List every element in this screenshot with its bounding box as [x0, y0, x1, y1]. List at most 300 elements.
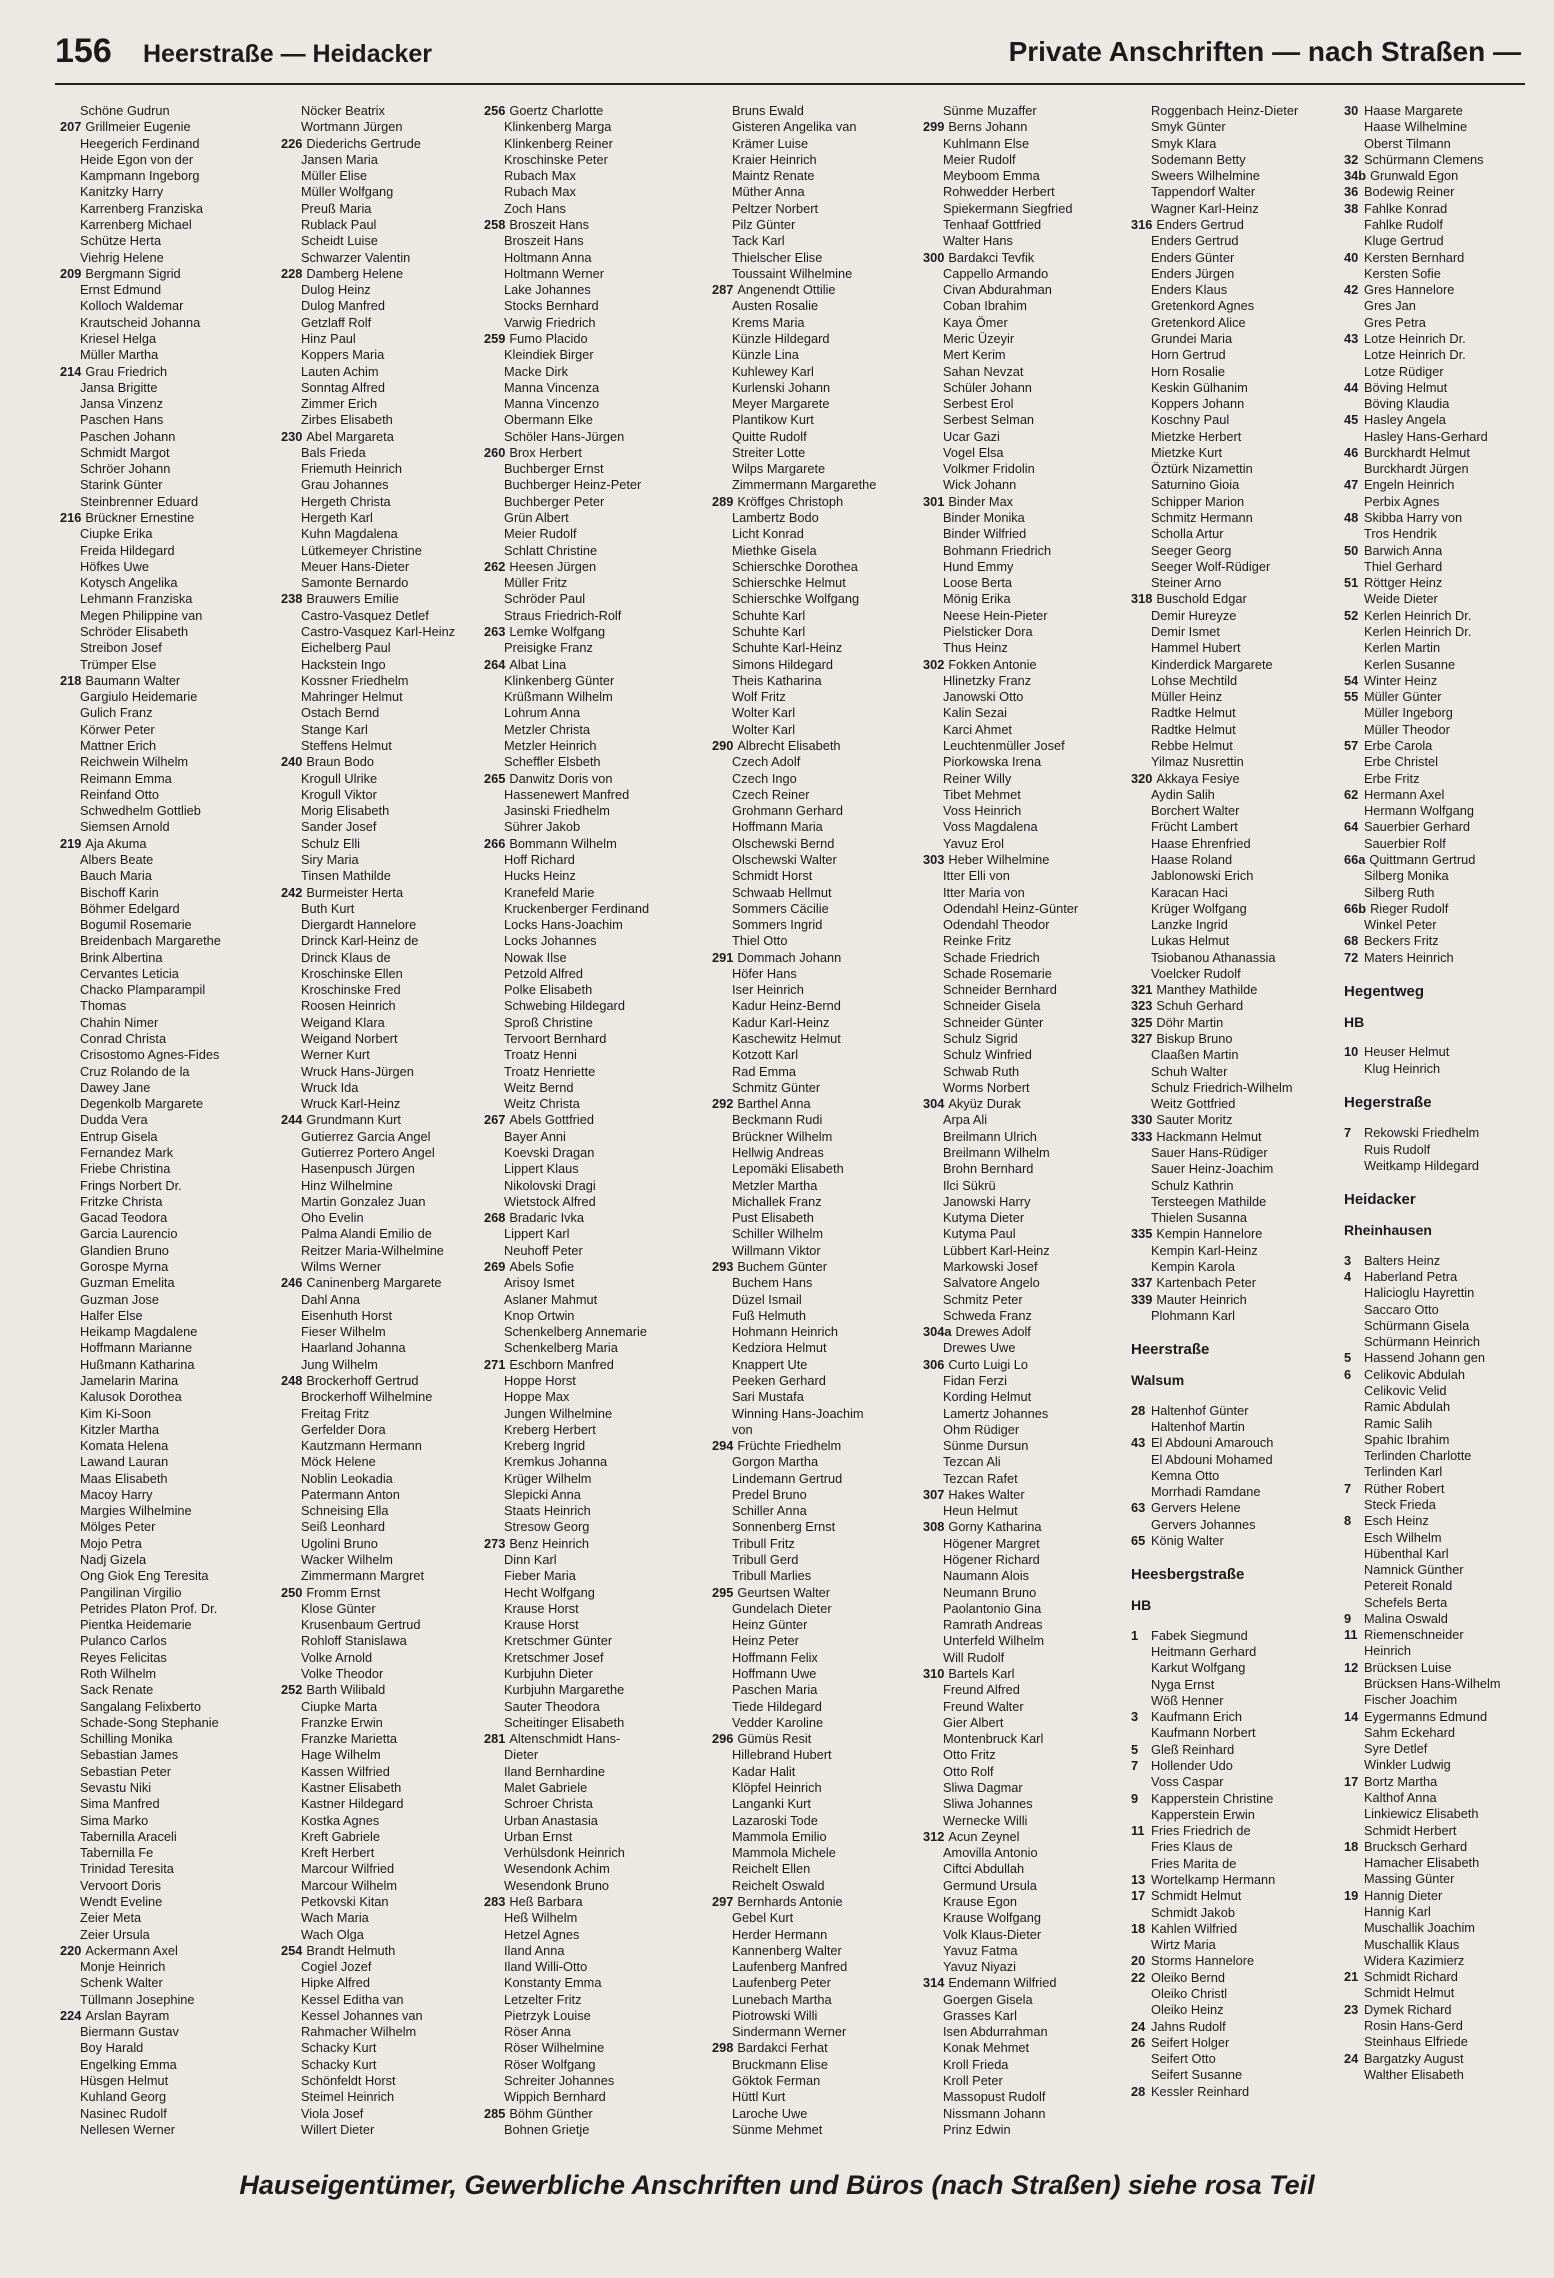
address-entry	[1131, 1839, 1331, 1855]
resident-name: Oleiko Christl	[1151, 1985, 1228, 2001]
resident-name: Bernhards Antonie	[737, 1893, 843, 1909]
address-entry	[1344, 152, 1544, 168]
address-entry	[1344, 1757, 1544, 1773]
address-entry	[281, 738, 481, 754]
resident-name: Ramic Abdulah	[1364, 1399, 1451, 1415]
house-number: 66a	[1344, 851, 1366, 867]
address-entry	[484, 1015, 684, 1031]
address-entry	[484, 836, 684, 852]
resident-name: Eichelberg Paul	[301, 640, 391, 656]
address-entry	[281, 657, 481, 673]
resident-name: Varwig Friedrich	[504, 314, 596, 330]
resident-name: Schulz Sigrid	[943, 1031, 1018, 1047]
address-entry	[1344, 347, 1544, 363]
resident-name: Aja Akuma	[85, 835, 147, 851]
address-entry	[1131, 1628, 1331, 1644]
address-entry	[281, 917, 481, 933]
house-number: 265	[484, 770, 506, 786]
resident-name: Degenkolb Margarete	[80, 1096, 204, 1112]
address-entry	[1344, 494, 1544, 510]
resident-name: Roggenbach Heinz-Dieter	[1151, 103, 1299, 118]
address-entry	[484, 1975, 684, 1991]
house-number: 268	[484, 1210, 506, 1226]
resident-name: Fidan Ferzi	[943, 1372, 1008, 1388]
address-entry	[484, 1422, 684, 1438]
resident-name: Tibet Mehmet	[943, 786, 1021, 802]
address-entry	[1344, 1399, 1544, 1415]
resident-name: Hoffmann Uwe	[732, 1666, 817, 1681]
address-entry	[60, 1861, 260, 1877]
house-number: 3	[1344, 1252, 1352, 1268]
address-entry	[1131, 966, 1331, 982]
resident-name: Gisteren Angelika van	[732, 119, 857, 135]
address-entry	[1344, 1158, 1544, 1174]
address-entry	[281, 510, 481, 526]
resident-name: Kording Helmut	[943, 1389, 1032, 1405]
resident-name: Gorny Katharina	[948, 1519, 1042, 1535]
resident-name: Rubach Max	[504, 168, 576, 184]
resident-name: Brohn Bernhard	[943, 1161, 1034, 1177]
resident-name: Zirbes Elisabeth	[301, 412, 393, 428]
resident-name: Grundei Maria	[1151, 330, 1233, 346]
resident-name: Yavuz Erol	[943, 835, 1004, 851]
resident-name: Michallek Franz	[732, 1193, 822, 1209]
resident-name: Guzman Jose	[80, 1291, 159, 1307]
resident-name: Arisoy Ismet	[504, 1275, 575, 1291]
address-entry	[484, 1112, 684, 1128]
resident-name: Mojo Petra	[80, 1535, 142, 1551]
resident-name: Wendt Eveline	[80, 1893, 163, 1909]
address-entry	[60, 1975, 260, 1991]
resident-name: Demir Hureyze	[1151, 607, 1237, 623]
resident-name: Hassenewert Manfred	[504, 786, 630, 802]
address-entry	[1344, 1920, 1544, 1936]
house-number: 9	[1344, 1610, 1352, 1626]
address-entry	[1131, 1791, 1331, 1807]
address-entry	[712, 412, 912, 428]
address-entry	[1344, 250, 1544, 266]
house-number: 240	[281, 754, 303, 770]
address-entry	[281, 526, 481, 542]
resident-name: Tack Karl	[732, 233, 785, 249]
address-entry	[712, 738, 912, 754]
address-entry	[60, 689, 260, 705]
resident-name: Frücht Lambert	[1151, 819, 1238, 835]
address-entry	[1344, 1546, 1544, 1562]
address-entry	[1131, 1807, 1331, 1823]
address-entry	[1131, 1112, 1331, 1128]
resident-name: Schütze Herta	[80, 233, 162, 249]
address-entry	[484, 1129, 684, 1145]
resident-name: Kutyma Dieter	[943, 1210, 1025, 1226]
resident-name: Oleiko Heinz	[1151, 2002, 1224, 2018]
resident-name: Berns Johann	[948, 119, 1028, 135]
resident-name: Ong Giok Eng Teresita	[80, 1568, 209, 1584]
resident-name: Castro-Vasquez Karl-Heinz	[301, 624, 456, 639]
resident-name: Mert Kerim	[943, 347, 1006, 363]
resident-name: Miethke Gisela	[732, 542, 817, 558]
resident-name: Steck Frieda	[1364, 1496, 1436, 1512]
address-entry	[923, 738, 1123, 754]
address-entry	[923, 136, 1123, 152]
resident-name: Göktok Ferman	[732, 2073, 821, 2089]
resident-name: Sommers Ingrid	[732, 917, 823, 933]
address-entry	[712, 1699, 912, 1715]
house-number: 273	[484, 1535, 506, 1551]
address-entry	[1131, 1758, 1331, 1774]
address-entry	[1344, 803, 1544, 819]
address-entry	[281, 1340, 481, 1356]
resident-name: Demir Ismet	[1151, 624, 1220, 639]
resident-name: Binder Max	[948, 493, 1014, 509]
resident-name: Malet Gabriele	[504, 1779, 588, 1795]
address-entry	[923, 640, 1123, 656]
address-entry	[712, 1585, 912, 1601]
resident-name: Knappert Ute	[732, 1356, 808, 1372]
resident-name: Barwich Anna	[1364, 542, 1443, 558]
resident-name: Salvatore Angelo	[943, 1275, 1040, 1291]
address-entry	[712, 1780, 912, 1796]
resident-name: Werner Kurt	[301, 1047, 370, 1063]
address-entry	[1131, 1452, 1331, 1468]
resident-name: Ackermann Axel	[85, 1942, 178, 1958]
house-number: 327	[1131, 1031, 1153, 1047]
address-entry	[281, 868, 481, 884]
resident-name: Kolloch Waldemar	[80, 298, 184, 314]
address-entry	[281, 2122, 481, 2138]
address-entry	[923, 1210, 1123, 1226]
address-entry	[60, 2008, 260, 2024]
address-entry	[923, 1275, 1123, 1291]
house-number: 218	[60, 672, 82, 688]
address-entry	[1344, 1741, 1544, 1757]
resident-name: Otto Fritz	[943, 1747, 996, 1763]
resident-name: Holtmann Anna	[504, 249, 592, 265]
street-heading: Hegerstraße	[1344, 1094, 1432, 1112]
resident-name: Hakes Walter	[948, 1486, 1025, 1502]
address-entry	[60, 103, 260, 119]
address-entry	[281, 217, 481, 233]
address-entry	[60, 1226, 260, 1242]
resident-name: Sahan Nevzat	[943, 363, 1024, 379]
resident-name: Schweda Franz	[943, 1307, 1032, 1323]
resident-name: Müther Anna	[732, 184, 805, 200]
resident-name: Tezcan Ali	[943, 1454, 1001, 1470]
resident-name: Locks Hans-Joachim	[504, 917, 623, 933]
house-number: 330	[1131, 1112, 1153, 1128]
resident-name: Wolter Karl	[732, 705, 796, 721]
address-entry	[281, 412, 481, 428]
resident-name: Laufenberg Peter	[732, 1975, 831, 1991]
resident-name: Haarland Johanna	[301, 1340, 406, 1356]
resident-name: Pielsticker Dora	[943, 624, 1033, 639]
resident-name: Kostka Agnes	[301, 1812, 380, 1828]
resident-name: Lukas Helmut	[1151, 933, 1230, 949]
resident-name: Brox Herbert	[509, 444, 582, 460]
resident-name: Hecht Wolfgang	[504, 1584, 595, 1600]
resident-name: Getzlaff Rolf	[301, 314, 372, 330]
address-entry	[281, 591, 481, 607]
address-entry	[923, 1780, 1123, 1796]
address-entry	[923, 771, 1123, 787]
address-entry	[484, 787, 684, 803]
address-entry	[1344, 477, 1544, 493]
address-entry	[60, 868, 260, 884]
resident-name: El Abdouni Amarouch	[1151, 1435, 1274, 1451]
address-entry	[712, 624, 912, 640]
resident-name: Paschen Hans	[80, 412, 164, 428]
address-entry	[1344, 1676, 1544, 1692]
resident-name: Petkovski Kitan	[301, 1893, 389, 1909]
address-entry	[1131, 2002, 1331, 2018]
address-entry	[1131, 998, 1331, 1014]
address-entry	[1131, 1015, 1331, 1031]
house-number: 68	[1344, 933, 1359, 949]
address-entry	[712, 1519, 912, 1535]
resident-name: Steinbrenner Eduard	[80, 493, 199, 509]
resident-name: Sauer Hans-Rüdiger	[1151, 1145, 1268, 1160]
resident-name: Hoffmann Maria	[732, 819, 823, 835]
house-number: 292	[712, 1096, 734, 1112]
resident-name: Seiß Leonhard	[301, 1519, 385, 1535]
resident-name: Kotysch Angelika	[80, 575, 178, 591]
resident-name: Schierschke Helmut	[732, 575, 846, 591]
resident-name: Müller Fritz	[504, 575, 568, 591]
resident-name: Kerlen Martin	[1364, 640, 1441, 656]
resident-name: Gervers Helene	[1151, 1500, 1241, 1516]
resident-name: Jablonowski Erich	[1151, 868, 1254, 884]
resident-name: Kautzmann Hermann	[301, 1438, 422, 1454]
resident-name: Fernandez Mark	[80, 1145, 174, 1160]
resident-name: Gervers Johannes	[1151, 1516, 1256, 1532]
address-entry	[712, 1878, 912, 1894]
resident-name: Biermann Gustav	[80, 2024, 179, 2040]
resident-name: Klose Günter	[301, 1600, 376, 1616]
address-entry	[1344, 168, 1544, 184]
resident-name: Bischoff Karin	[80, 884, 159, 900]
address-entry	[1131, 445, 1331, 461]
resident-name: Wick Johann	[943, 477, 1017, 493]
address-entry	[60, 445, 260, 461]
resident-name: Klinkenberg Günter	[504, 672, 615, 688]
resident-name: Eygermanns Edmund	[1364, 1708, 1488, 1724]
resident-name: Itter Elli von	[943, 868, 1010, 884]
resident-name: Wruck Karl-Heinz	[301, 1096, 401, 1112]
resident-name: Müller Theodor	[1364, 721, 1450, 737]
address-entry	[1344, 1285, 1544, 1301]
address-entry	[281, 1519, 481, 1535]
resident-name: Halfer Else	[80, 1307, 143, 1323]
house-number: 337	[1131, 1275, 1153, 1291]
resident-name: Paschen Johann	[80, 428, 176, 444]
address-entry	[484, 1601, 684, 1617]
address-entry	[1344, 2034, 1544, 2050]
resident-name: Böhm Günther	[509, 2105, 593, 2121]
address-entry	[60, 1747, 260, 1763]
resident-name: Schilling Monika	[80, 1731, 173, 1747]
house-number: 302	[923, 656, 945, 672]
address-entry	[60, 1487, 260, 1503]
resident-name: Pangilinan Virgilio	[80, 1584, 182, 1600]
address-entry	[1131, 1660, 1331, 1676]
address-entry	[281, 950, 481, 966]
house-number: 230	[281, 428, 303, 444]
resident-name: Quitte Rudolf	[732, 428, 807, 444]
resident-name: Winter Heinz	[1364, 672, 1438, 688]
resident-name: Lotze Heinrich Dr.	[1364, 330, 1466, 346]
house-number: 323	[1131, 998, 1153, 1014]
address-entry	[281, 1308, 481, 1324]
resident-name: Schwab Ruth	[943, 1063, 1020, 1079]
address-entry	[281, 1861, 481, 1877]
resident-name: Schmitz Hermann	[1151, 510, 1253, 526]
address-entry	[712, 673, 912, 689]
resident-name: Klug Heinrich	[1364, 1060, 1441, 1076]
resident-name: Kahlen Wilfried	[1151, 1920, 1238, 1936]
house-number: 10	[1344, 1044, 1359, 1060]
address-entry	[923, 1715, 1123, 1731]
address-entry	[1131, 1693, 1331, 1709]
resident-name: Schöler Hans-Jürgen	[504, 428, 625, 444]
address-entry	[1131, 1517, 1331, 1533]
resident-name: Reitzer Maria-Wilhelmine	[301, 1242, 444, 1258]
resident-name: Mietzke Herbert	[1151, 428, 1242, 444]
address-entry	[923, 1389, 1123, 1405]
resident-name: Schroer Christa	[504, 1796, 593, 1812]
resident-name: Schmidt Margot	[80, 444, 170, 460]
address-entry	[1344, 1061, 1544, 1077]
resident-name: Ucar Gazi	[943, 428, 1000, 444]
resident-name: Petrides Platon Prof. Dr.	[80, 1600, 218, 1616]
address-entry	[712, 1340, 912, 1356]
resident-name: Marcour Wilhelm	[301, 1877, 397, 1893]
resident-name: Caninenberg Margarete	[306, 1275, 442, 1291]
address-entry	[281, 429, 481, 445]
resident-name: Komata Helena	[80, 1438, 169, 1454]
address-entry	[923, 282, 1123, 298]
address-entry	[281, 1568, 481, 1584]
resident-name: Esch Heinz	[1364, 1513, 1429, 1529]
resident-name: Goertz Charlotte	[509, 103, 604, 118]
resident-name: Gretenkord Agnes	[1151, 298, 1255, 314]
resident-name: Hipke Alfred	[301, 1975, 370, 1991]
house-number: 252	[281, 1682, 303, 1698]
address-entry	[923, 2122, 1123, 2138]
resident-name: Schmidt Jakob	[1151, 1904, 1235, 1920]
resident-name: Schmitz Peter	[943, 1291, 1023, 1307]
address-entry	[281, 1129, 481, 1145]
address-entry	[1131, 1145, 1331, 1161]
address-entry	[1344, 2051, 1544, 2067]
resident-name: Fieber Maria	[504, 1568, 576, 1584]
resident-name: Abel Margareta	[306, 428, 394, 444]
resident-name: Odendahl Theodor	[943, 917, 1050, 933]
house-number: 30	[1344, 103, 1359, 118]
resident-name: Mauter Heinrich	[1156, 1291, 1247, 1307]
resident-name: Nowak Ilse	[504, 949, 567, 965]
address-entry	[1131, 250, 1331, 266]
address-entry	[1344, 1125, 1544, 1141]
resident-name: Rahmacher Wilhelm	[301, 2024, 417, 2040]
address-entry	[281, 1226, 481, 1242]
address-entry	[281, 136, 481, 152]
house-number: 43	[1344, 330, 1359, 346]
address-entry	[923, 1503, 1123, 1519]
resident-name: Winkel Peter	[1364, 917, 1437, 933]
resident-name: Sliwa Johannes	[943, 1796, 1033, 1812]
address-entry	[484, 1715, 684, 1731]
resident-name: Hollender Udo	[1151, 1758, 1233, 1773]
address-entry	[1344, 1595, 1544, 1611]
resident-name: Röser Anna	[504, 2024, 571, 2040]
house-number: 325	[1131, 1014, 1153, 1030]
resident-name: Meuer Hans-Dieter	[301, 558, 410, 574]
resident-name: Castro-Vasquez Detlef	[301, 607, 429, 623]
address-entry	[923, 1845, 1123, 1861]
address-entry	[1131, 1709, 1331, 1725]
address-entry	[1131, 364, 1331, 380]
address-entry	[1131, 608, 1331, 624]
resident-name: Plantikow Kurt	[732, 412, 814, 428]
address-entry	[1344, 380, 1544, 396]
address-entry	[1344, 1937, 1544, 1953]
address-entry	[281, 2057, 481, 2073]
address-entry	[484, 1194, 684, 1210]
address-entry	[484, 1943, 684, 1959]
resident-name: Metzler Heinrich	[504, 737, 597, 753]
address-entry	[1131, 657, 1331, 673]
resident-name: Fritzke Christa	[80, 1193, 163, 1209]
resident-name: Linkiewicz Elisabeth	[1364, 1806, 1479, 1822]
address-entry	[60, 1927, 260, 1943]
address-entry	[1344, 119, 1544, 135]
resident-name: Höfkes Uwe	[80, 558, 149, 574]
house-number: 54	[1344, 672, 1359, 688]
resident-name: Terlinden Charlotte	[1364, 1448, 1472, 1464]
address-entry	[60, 819, 260, 835]
address-entry	[712, 1422, 912, 1438]
resident-name: Herder Hermann	[732, 1926, 828, 1942]
house-number: 7	[1131, 1758, 1139, 1773]
address-entry	[281, 933, 481, 949]
address-entry	[712, 575, 912, 591]
address-entry	[712, 917, 912, 933]
resident-name: Janowski Harry	[943, 1193, 1031, 1209]
resident-name: Hermann Axel	[1364, 786, 1445, 802]
address-entry	[712, 543, 912, 559]
address-entry	[60, 1813, 260, 1829]
resident-name: Tabernilla Araceli	[80, 1828, 177, 1844]
address-entry	[281, 754, 481, 770]
resident-name: Krüßmann Wilhelm	[504, 689, 613, 705]
resident-name: Sünme Muzaffer	[943, 103, 1037, 118]
address-entry	[923, 1471, 1123, 1487]
resident-name: Nadj Gizela	[80, 1552, 147, 1568]
resident-name: Hellwig Andreas	[732, 1145, 824, 1160]
resident-name: Unterfeld Wilhelm	[943, 1633, 1044, 1649]
resident-name: Heesen Jürgen	[509, 558, 597, 574]
address-entry	[923, 119, 1123, 135]
resident-name: Neuhoff Peter	[504, 1242, 583, 1258]
address-entry	[1131, 1210, 1331, 1226]
address-entry	[712, 201, 912, 217]
resident-name: Czech Adolf	[732, 754, 801, 770]
resident-name: Iland Anna	[504, 1942, 565, 1958]
address-entry	[1131, 1080, 1331, 1096]
resident-name: Thiel Otto	[732, 933, 788, 949]
address-entry	[484, 1519, 684, 1535]
address-entry	[1131, 1243, 1331, 1259]
